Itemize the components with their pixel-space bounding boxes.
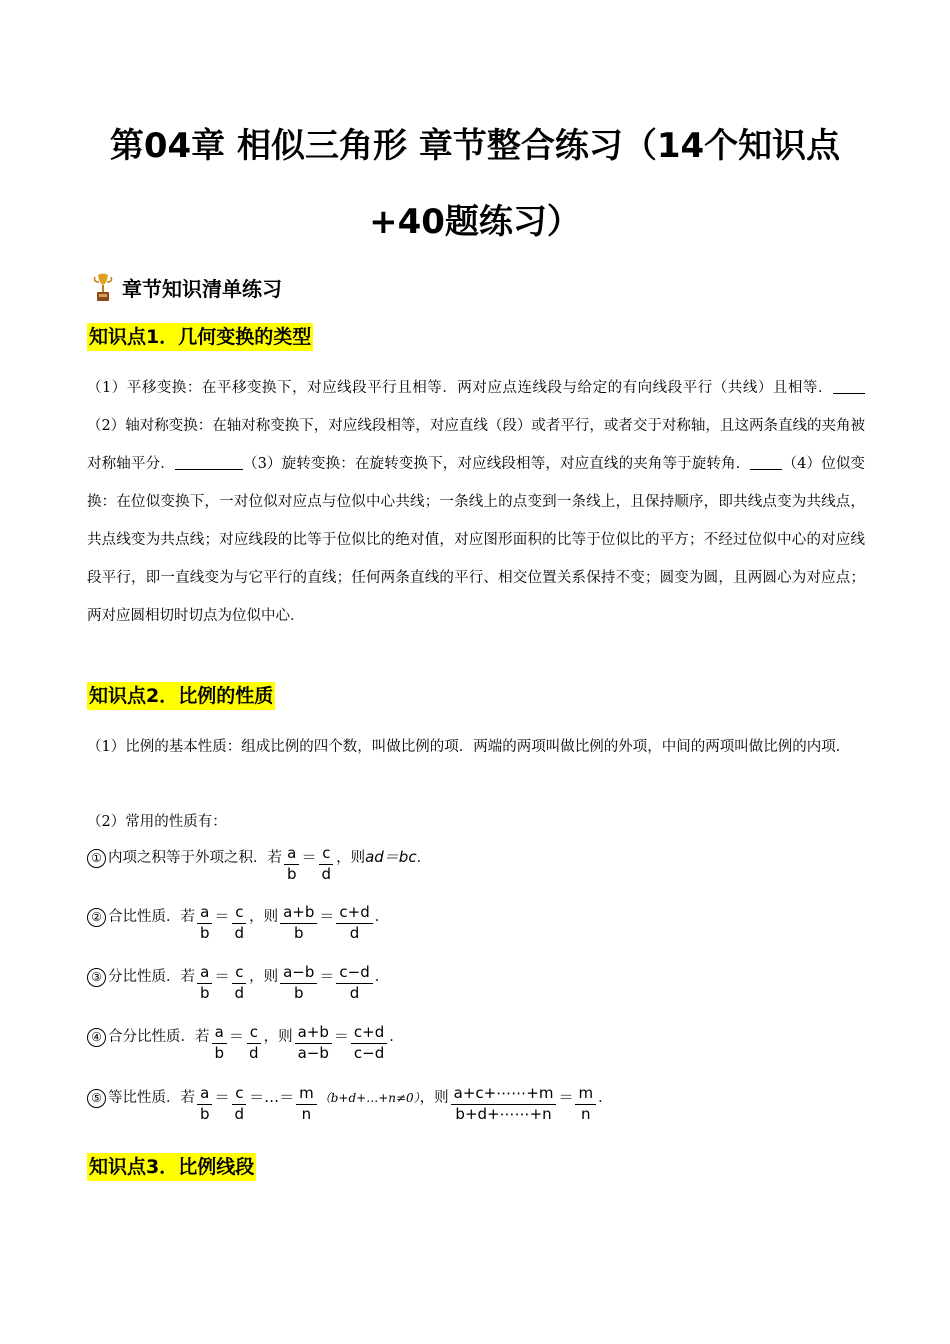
fraction: $\frac{c-d}{d}$ bbox=[336, 964, 372, 1002]
page-title-line-2: +40题练习） bbox=[369, 202, 581, 242]
kp3-heading: 知识点3．比例线段 bbox=[87, 1153, 256, 1181]
fill-blank[interactable] bbox=[833, 377, 865, 394]
trophy-icon bbox=[92, 272, 114, 302]
property-item-2: ② 合比性质．若 $\frac{a}{b}$ ＝ $\frac{c}{d}$ ，则 $\frac{a+b}{b}$ ＝ $\frac{c+d}{d}$ ． bbox=[87, 904, 389, 942]
item-number: ③ bbox=[87, 968, 106, 987]
item-number: ② bbox=[87, 908, 106, 927]
section-header bbox=[92, 270, 282, 304]
fraction: $\frac{a+c+\cdots\cdots+m}{b+d+\cdots\cdots+n}$ bbox=[451, 1085, 557, 1123]
fraction: $\frac{a}{b}$ bbox=[197, 1085, 213, 1123]
kp1-p2: （2）轴对称变换：在轴对称变换下，对应线段相等，对应直线（段）或者平行，或者交于对称轴，且这两条直线的夹角被对称轴平分． bbox=[87, 418, 865, 472]
fraction: $\frac{a}{b}$ bbox=[197, 964, 213, 1002]
property-item-4: ④ 合分比性质．若 $\frac{a}{b}$ ＝ $\frac{c}{d}$ ，则 $\frac{a+b}{a-b}$ ＝ $\frac{c+d}{c-d}$ ． bbox=[87, 1024, 404, 1062]
fraction: $\frac{c}{d}$ bbox=[319, 845, 335, 883]
property-item-5: ⑤ 等比性质．若 $\frac{a}{b}$ ＝ $\frac{c}{d}$ ＝…＝ $\frac{m}{n}$ （b+d+…+n≠0），则 $\frac{a+c+\cdots\cdots+m}{b+d+\cdots\cdots+n}$ ＝ $\frac{m}{n}$ ． bbox=[87, 1085, 613, 1123]
section-title: 章节知识清单练习 bbox=[122, 276, 282, 301]
fraction: $\frac{a}{b}$ bbox=[197, 904, 213, 942]
fraction: $\frac{c}{d}$ bbox=[232, 964, 248, 1002]
item-number: ④ bbox=[87, 1028, 106, 1047]
fraction: $\frac{m}{n}$ bbox=[296, 1085, 317, 1123]
fraction: $\frac{c}{d}$ bbox=[246, 1024, 262, 1062]
fraction: $\frac{a-b}{b}$ bbox=[280, 964, 317, 1002]
fill-blank[interactable] bbox=[750, 453, 782, 470]
item-number: ① bbox=[87, 849, 106, 868]
fraction: $\frac{c}{d}$ bbox=[232, 904, 248, 942]
property-item-3: ③ 分比性质．若 $\frac{a}{b}$ ＝ $\frac{c}{d}$ ，则 $\frac{a-b}{b}$ ＝ $\frac{c-d}{d}$ ． bbox=[87, 964, 389, 1002]
fraction: $\frac{c}{d}$ bbox=[232, 1085, 248, 1123]
kp1-paragraph bbox=[87, 369, 865, 635]
fraction: $\frac{m}{n}$ bbox=[575, 1085, 596, 1123]
property-item-1: ① 内项之积等于外项之积．若 $\frac{a}{b}$ ＝ $\frac{c}{d}$ ，则ad＝bc． bbox=[87, 845, 431, 883]
kp1-p4: （4）位似变换：在位似变换下，一对位似对应点与位似中心共线；一条线上的点变到一条线上，且保持顺序，即共线点变为共线点，共点线变为共点线；对应线段的比等于位似比的绝对值，对应图形面积的比等于位似比的平方；不经过位似中心的对应线段平行，即一直线变为与它平行的直线；任何两条直线的平行、相交位置关系保持不变；圆变为圆，且两圆心为对应点；两对应圆相切时切点为位似中心． bbox=[87, 456, 865, 624]
fraction: $\frac{c+d}{d}$ bbox=[336, 904, 372, 942]
kp2-p2: （2）常用的性质有： bbox=[87, 814, 227, 830]
item-number: ⑤ bbox=[87, 1089, 106, 1108]
fraction: $\frac{a+b}{a-b}$ bbox=[295, 1024, 332, 1062]
kp1-p3: （3）旋转变换：在旋转变换下，对应线段相等，对应直线的夹角等于旋转角． bbox=[242, 456, 751, 472]
kp2-heading: 知识点2．比例的性质 bbox=[87, 682, 275, 710]
kp1-p1: （1）平移变换：在平移变换下，对应线段平行且相等．两对应点连线段与给定的有向线段平行（共线）且相等． bbox=[87, 380, 833, 396]
fill-blank[interactable] bbox=[175, 453, 243, 470]
kp2-p1: （1）比例的基本性质：组成比例的四个数，叫做比例的项．两端的两项叫做比例的外项，中间的两项叫做比例的内项． bbox=[87, 739, 851, 755]
fraction: $\frac{c+d}{c-d}$ bbox=[351, 1024, 387, 1062]
fraction: $\frac{a}{b}$ bbox=[284, 845, 300, 883]
fraction: $\frac{a}{b}$ bbox=[212, 1024, 228, 1062]
fraction: $\frac{a+b}{b}$ bbox=[280, 904, 317, 942]
page-title-line-1: 第04章 相似三角形 章节整合练习（14个知识点 bbox=[109, 126, 841, 166]
kp1-heading: 知识点1．几何变换的类型 bbox=[87, 323, 313, 351]
